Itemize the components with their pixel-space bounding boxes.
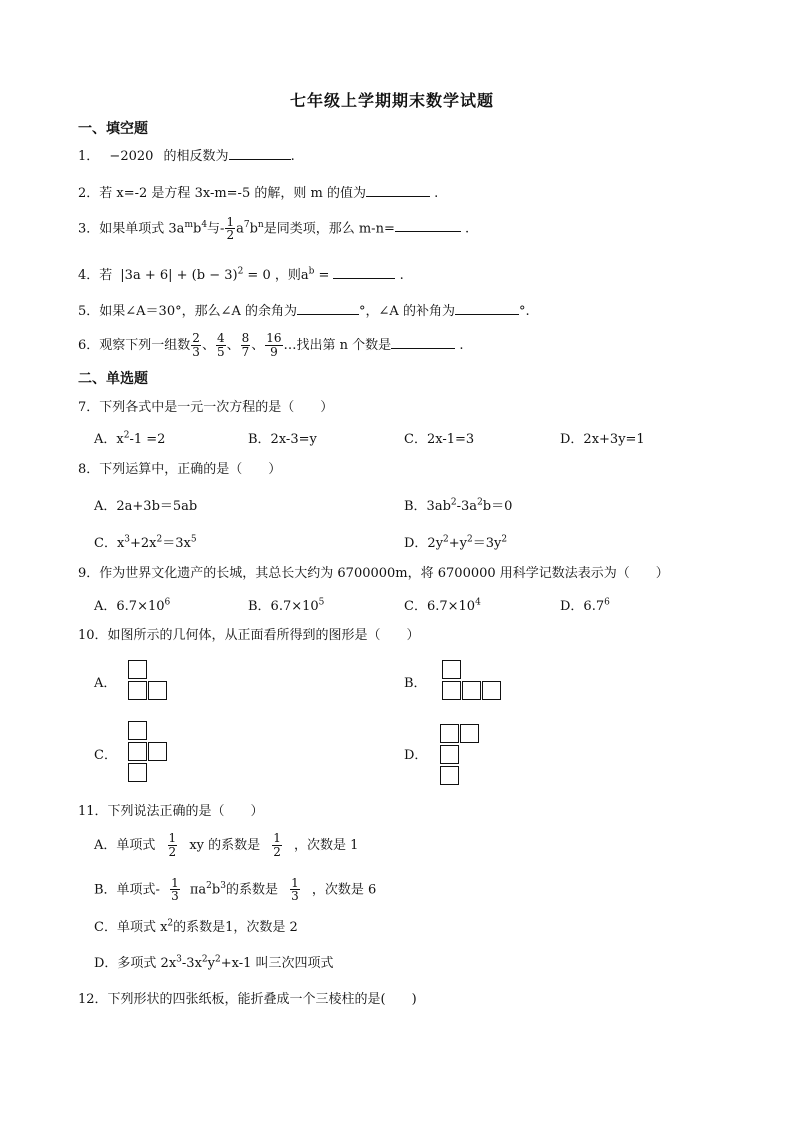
option-c-label[interactable]: C．	[94, 748, 117, 763]
answer-blank[interactable]	[229, 148, 291, 160]
variable: a	[300, 268, 309, 283]
option-b[interactable]: B．$6.7\times 10^5$	[248, 597, 325, 614]
exponent: 4	[201, 220, 208, 230]
math-expression: −2020	[109, 149, 154, 164]
question-text: 是同类项，那么 m-n=	[263, 221, 395, 237]
question-11-stem: 11．下列说法正确的是（ ）	[78, 804, 264, 819]
question-5	[78, 300, 530, 319]
answer-blank[interactable]	[395, 220, 461, 232]
fraction: $\frac{1}{2}$	[168, 831, 177, 859]
fraction: $\frac{8}{7}$	[241, 331, 250, 359]
question-4: 4．若 $|3a + 6| + (b - 3)^2 = 0$ ，则$a^b$ = .	[78, 266, 404, 283]
answer-blank[interactable]	[297, 303, 359, 315]
option-d[interactable]: D．多项式 $2x^3-3x^2y^2+x-1$ 叫三次四项式	[94, 954, 334, 971]
answer-blank[interactable]	[391, 337, 455, 349]
question-12-stem: 12．下列形状的四张纸板，能折叠成一个三棱柱的是( )	[78, 992, 417, 1007]
option-d[interactable]: D．$6.7^6$	[560, 597, 610, 614]
option-a[interactable]: A．$x^2-1 =2$	[94, 430, 166, 447]
question-text: 若	[99, 268, 113, 283]
question-7-stem: 7．下列各式中是一元一次方程的是（ ）	[78, 400, 334, 415]
option-c[interactable]: C．$6.7\times 10^4$	[404, 597, 481, 614]
question-text: 如果单项式 3a	[99, 221, 185, 237]
answer-blank[interactable]	[455, 303, 519, 315]
answer-blank[interactable]	[366, 185, 430, 197]
question-text: 若 x=-2 是方程 3x-m=-5 的解，则 m 的值为	[99, 186, 366, 201]
question-text: 如果∠A＝30°，那么∠A 的余角为	[99, 304, 298, 319]
question-number: 3．	[78, 221, 100, 237]
option-b[interactable]: B．2x-3=y	[248, 432, 317, 447]
question-text: °，∠A 的补角为	[359, 304, 455, 319]
question-number: 4．	[78, 268, 100, 283]
fraction: $\frac{1}{3}$	[171, 875, 179, 904]
page-title: 七年级上学期期末数学试题	[290, 91, 495, 110]
option-b[interactable]: B．单项式- $\frac{1}{3}$ $\pi a^2b^3$的系数是 $\frac{1}{3}$ ，次数是 6	[94, 875, 377, 904]
option-c[interactable]: C．2x-1=3	[404, 432, 475, 447]
variable: a	[236, 221, 244, 237]
question-text: ，则	[274, 268, 301, 283]
option-a[interactable]: A．2a+3b＝5ab	[94, 499, 198, 514]
question-2: 2．若 x=-2 是方程 3x-m=-5 的解，则 m 的值为 .	[78, 186, 439, 201]
question-text: …找出第 n 个数是	[283, 338, 392, 353]
exponent: n	[257, 220, 264, 230]
question-text: 观察下列一组数	[99, 338, 191, 353]
option-b[interactable]: B．$3ab^2-3a^2b=0$	[404, 497, 513, 514]
exponent: m	[184, 220, 193, 230]
option-c[interactable]: C．$x^3+2x^2=3x^5$	[94, 534, 197, 551]
math-expression: =	[314, 268, 330, 283]
math-expression: = 0	[243, 268, 271, 283]
option-a[interactable]: A．$6.7\times 10^6$	[94, 597, 171, 614]
fraction: $\frac{16}{9}$	[266, 331, 282, 359]
question-number: 2．	[78, 186, 100, 201]
option-c[interactable]: C．单项式 $x^2$的系数是1，次数是 2	[94, 918, 298, 935]
fraction: $\frac{4}{5}$	[216, 331, 225, 359]
section-heading-fill-in: 一、填空题	[78, 121, 148, 137]
exponent: b	[308, 266, 315, 277]
question-6: 6．观察下列一组数 $\frac{2}{3}$ 、 $\frac{4}{5}$ 、 $\frac{8}{7}$ 、 $\frac{16}{9}$ …找出第 n 个数是 .	[78, 331, 464, 359]
question-9-stem: 9．作为世界文化遗产的长城，其总长大约为 6700000m，将 6700000 用科学记数法表示为（ ）	[78, 566, 669, 581]
fraction: $\frac{1}{2}$	[226, 214, 235, 243]
option-a-label[interactable]: A．	[94, 676, 117, 691]
question-1: 1． −2020 的相反数为 .	[78, 149, 295, 164]
question-8-stem: 8．下列运算中，正确的是（ ）	[78, 462, 282, 477]
question-3: 3．如果单项式 $3a^mb^4$与- $\frac{1}{2}$ $a^7b^n$是同类项，那么 m-n= .	[78, 214, 470, 243]
section-heading-single-choice: 二、单选题	[78, 371, 148, 387]
exponent: 2	[237, 266, 244, 277]
question-text: 的相反数为	[163, 149, 229, 164]
fraction: $\frac{1}{3}$	[291, 875, 299, 904]
question-text: °.	[518, 304, 530, 319]
question-number: 1．	[78, 149, 100, 164]
exponent: 7	[243, 220, 250, 230]
fraction: $\frac{2}{3}$	[192, 331, 200, 359]
question-10-stem: 10．如图所示的几何体，从正面看所得到的图形是（ ）	[78, 628, 420, 643]
option-d[interactable]: D．2x+3y=1	[560, 432, 645, 447]
variable: b	[249, 221, 258, 237]
math-expression: |3a + 6| + (b − 3)	[120, 268, 238, 283]
question-number: 5．	[78, 304, 100, 319]
variable: b	[192, 221, 202, 237]
option-d[interactable]: D．$2y^2+y^2=3y^2$	[404, 534, 508, 551]
question-text: 与-	[207, 221, 225, 237]
option-d-label[interactable]: D．	[404, 748, 428, 763]
fraction: $\frac{1}{2}$	[273, 831, 281, 859]
option-a[interactable]: A．单项式 $\frac{1}{2}$ xy 的系数是 $\frac{1}{2}$ ，次数是 1	[94, 831, 359, 859]
answer-blank[interactable]	[333, 267, 395, 279]
question-number: 6．	[78, 338, 100, 353]
option-b-label[interactable]: B．	[404, 676, 427, 691]
